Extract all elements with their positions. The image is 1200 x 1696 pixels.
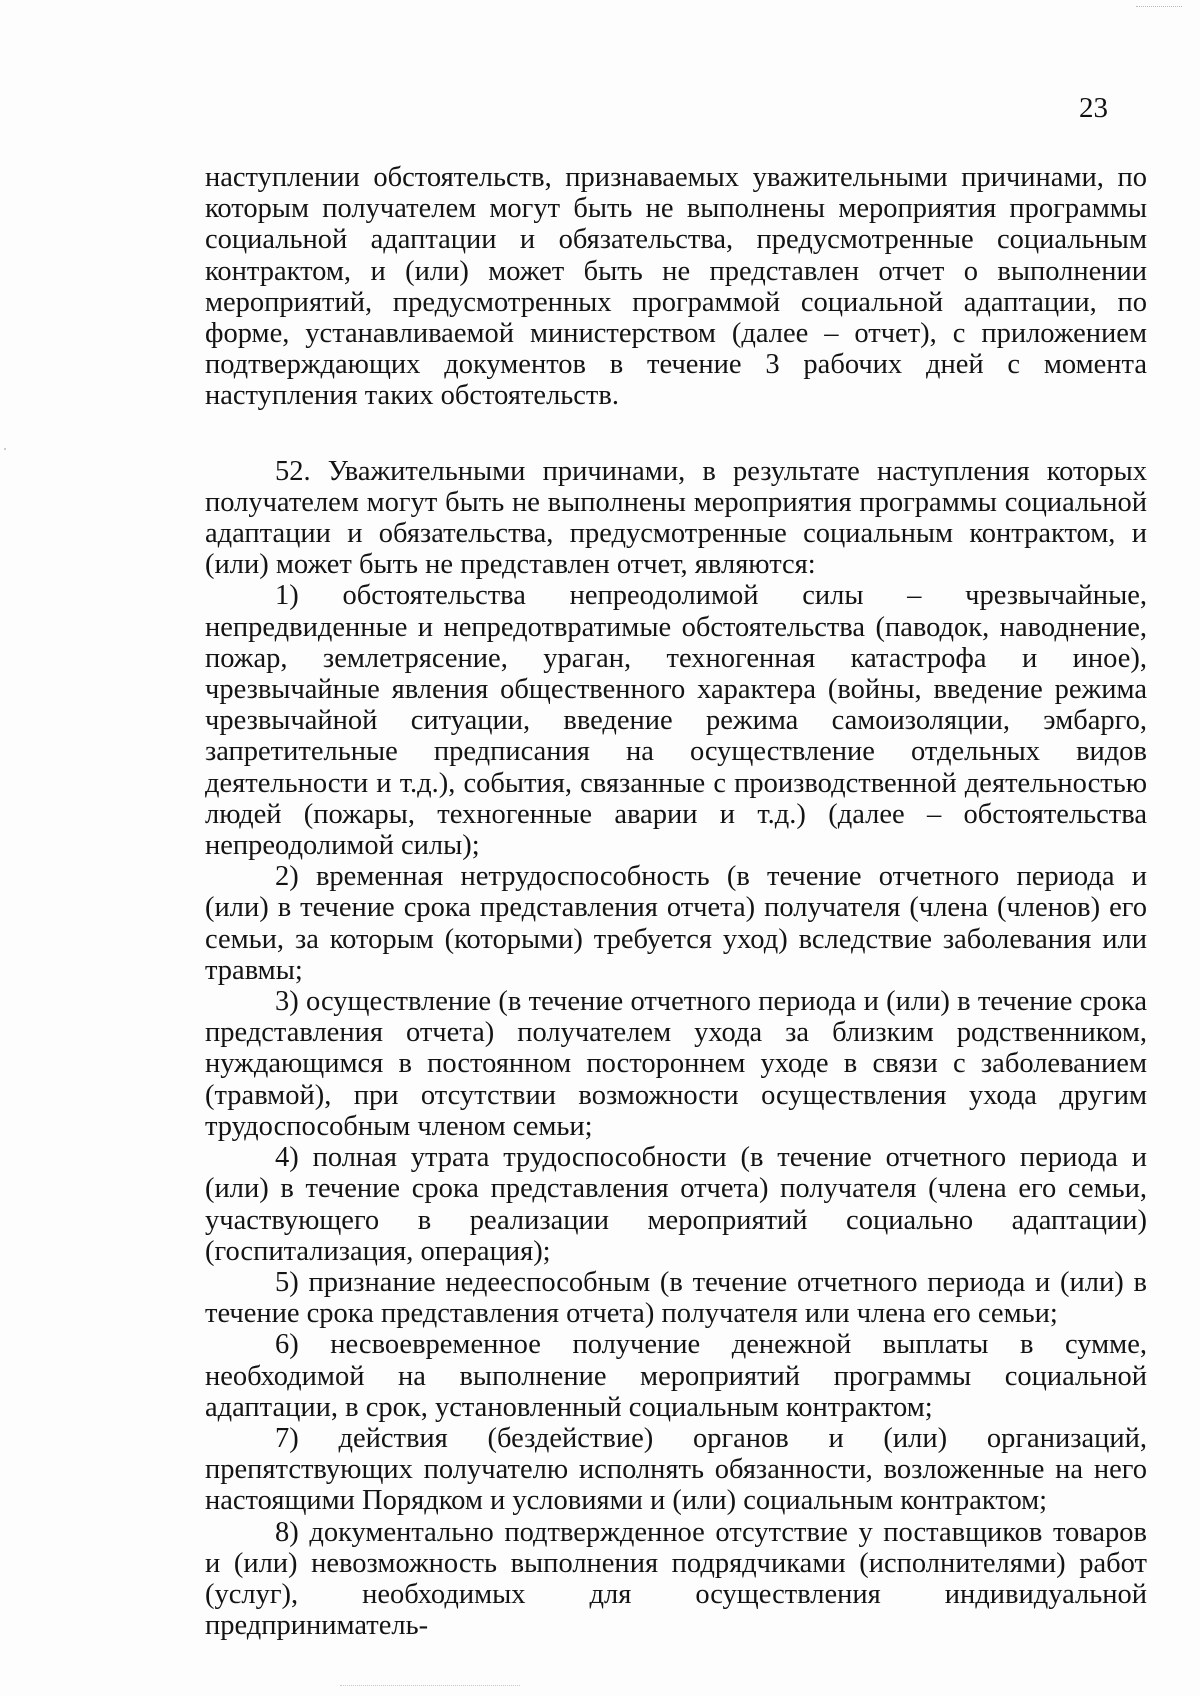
scan-artifact-top: [1136, 6, 1182, 10]
list-item-4: 4) полная утрата трудоспособности (в течение отчетного периода и (или) в течение срока представления отчета) получателя (члена его семьи, участвующего в реализации мероприятий социально адаптации) (госпитализация, операция);: [205, 1142, 1147, 1267]
list-item-2: 2) временная нетрудоспособность (в течение отчетного периода и (или) в течение срока представления отчета) получателя (члена (членов) его семьи, за которым (которыми) требуется уход) вследствие заболевания или травмы;: [205, 861, 1147, 986]
list-item-8: 8) документально подтвержденное отсутствие у поставщиков товаров и (или) невозможность выполнения подрядчиками (исполнителями) работ (услуг), необходимых для осуществления индивидуальной предприниматель-: [205, 1516, 1147, 1642]
scan-artifact-bottom: [340, 1685, 520, 1688]
list-item-7: 7) действия (бездействие) органов и (или) организаций, препятствующих получателю исполнять обязанности, возложенные на него настоящими Порядком и условиями и (или) социальным контрактом;: [205, 1422, 1147, 1517]
list-item-5: 5) признание недееспособным (в течение отчетного периода и (или) в течение срока представления отчета) получателя или члена его семьи;: [205, 1266, 1147, 1330]
paragraph-gap: [205, 412, 1147, 456]
scan-artifact-left: [4, 448, 6, 450]
list-item-6: 6) несвоевременное получение денежной выплаты в сумме, необходимой на выполнение мероприятий программы социальной адаптации, в срок, установленный социальным контрактом;: [205, 1329, 1147, 1423]
list-item-1: 1) обстоятельства непреодолимой силы – чрезвычайные, непредвиденные и непредотвратимые обстоятельства (паводок, наводнение, пожар, землетрясение, ураган, техногенная катастрофа и иное), чрезвычайные явления общественного характера (войны, введение режима чрезвычайной ситуации, введение режима самоизоляции, эмбарго, запретительные предписания на осуществление отдельных видов деятельности и т.д.), события, связанные с производственной деятельностью людей (пожары, техногенные аварии и т.д.) (далее – обстоятельства непреодолимой силы);: [205, 580, 1147, 862]
paragraph-intro: наступлении обстоятельств, признаваемых уважительными причинами, по которым получателем могут быть не выполнены мероприятия программы социальной адаптации и обязательства, предусмотренные социальным контрактом, и (или) может быть не представлен отчет о выполнении мероприятий, предусмотренных программой социальной адаптации, по форме, устанавливаемой министерством (далее – отчет), с приложением подтверждающих документов в течение 3 рабочих дней с момента наступления таких обстоятельств.: [205, 162, 1147, 412]
page-number: 23: [1079, 92, 1108, 124]
list-item-3: 3) осуществление (в течение отчетного периода и (или) в течение срока представления отчета) получателем ухода за близким родственником, нуждающимся в постоянном постороннем уходе в связи с заболеванием (травмой), при отсутствии возможности осуществления ухода другим трудоспособным членом семьи;: [205, 986, 1147, 1142]
document-body: [205, 162, 1147, 1641]
paragraph-52: 52. Уважительными причинами, в результате наступления которых получателем могут быть не выполнены мероприятия программы социальной адаптации и обязательства, предусмотренные социальным контрактом, и (или) может быть не представлен отчет, являются:: [205, 455, 1147, 581]
